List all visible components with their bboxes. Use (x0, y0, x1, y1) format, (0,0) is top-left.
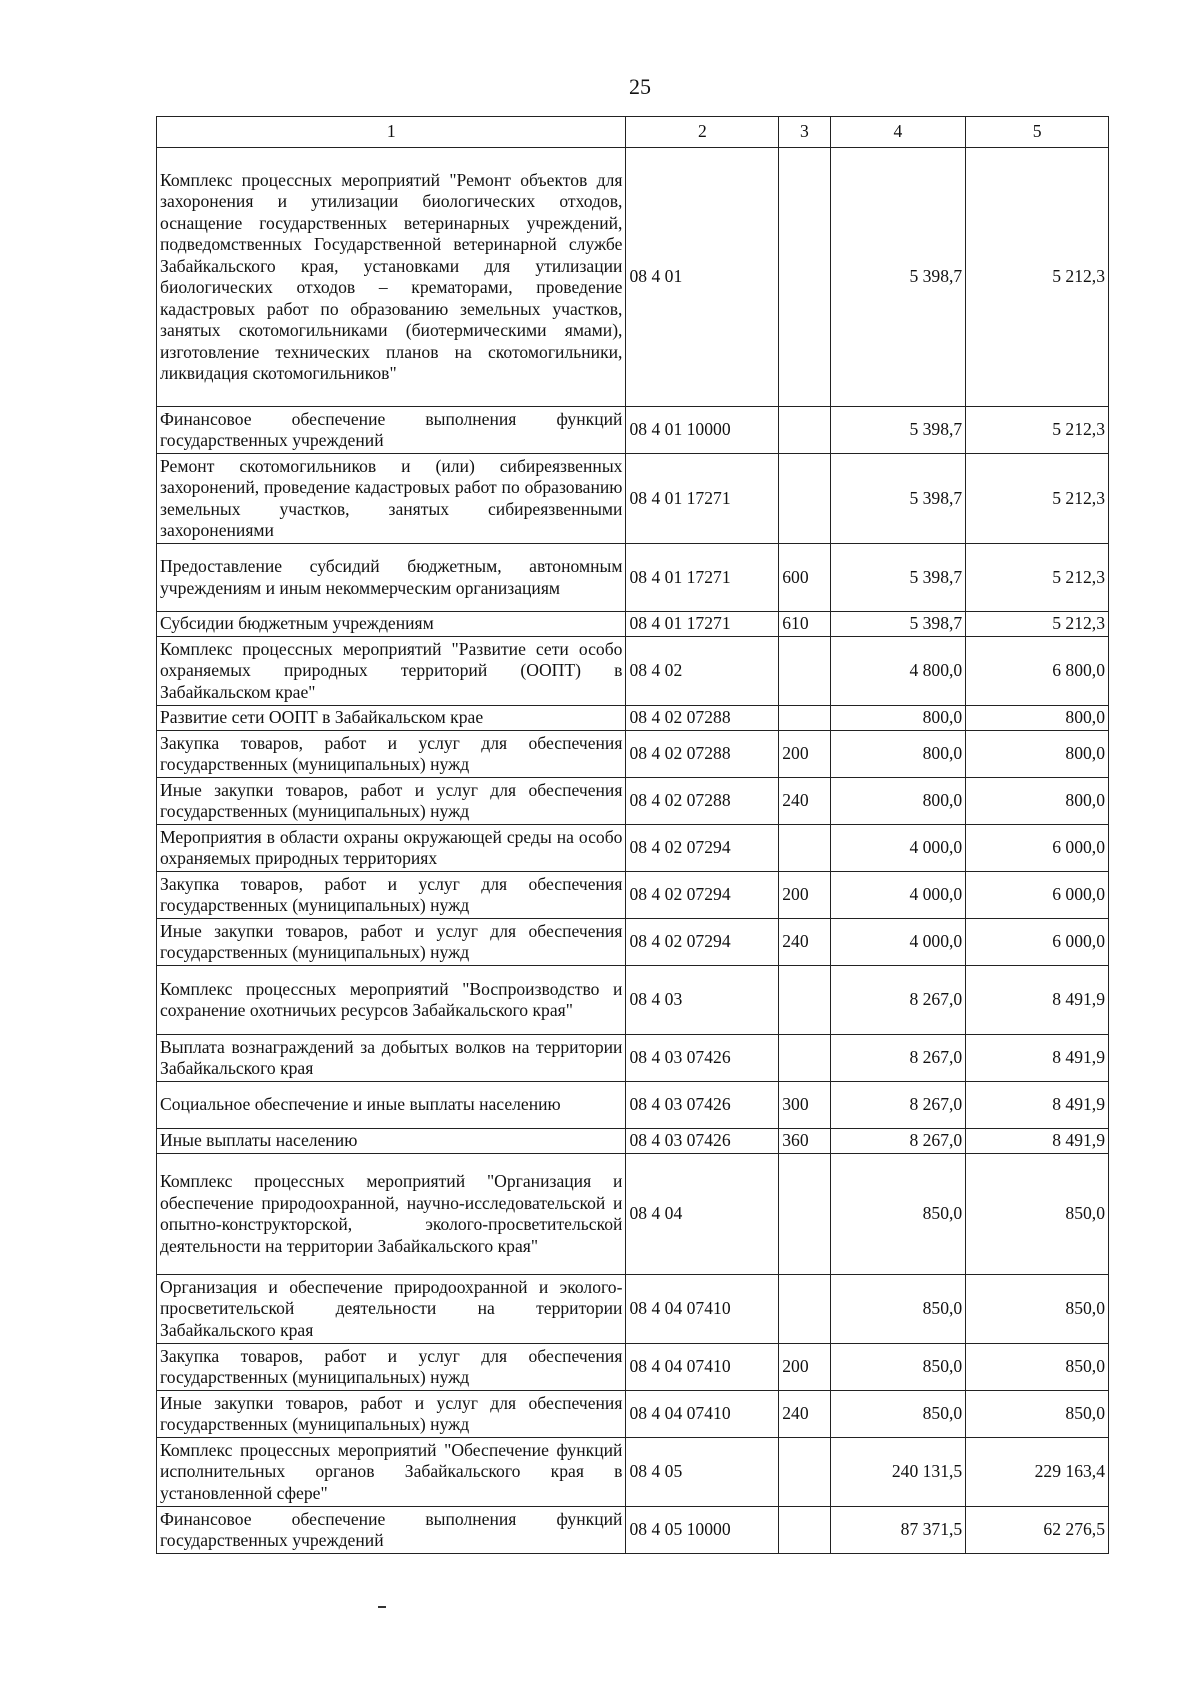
row-code: 08 4 03 (626, 966, 779, 1035)
row-expense-type (779, 1507, 830, 1554)
row-name: Комплекс процессных мероприятий "Организация и обеспечение природоохранной, научно-исследовательской и опытно-конструкторской, эколого-просветительской деятельности на территории Забайкальского края" (157, 1154, 626, 1275)
table-row (157, 966, 1109, 1035)
row-code: 08 4 02 07288 (626, 706, 779, 731)
row-expense-type (779, 1275, 830, 1344)
row-expense-type: 610 (779, 612, 830, 637)
row-code: 08 4 03 07426 (626, 1082, 779, 1129)
row-value-col5: 850,0 (966, 1154, 1109, 1275)
row-value-col5: 229 163,4 (966, 1438, 1109, 1507)
row-value-col4: 8 267,0 (830, 1035, 966, 1082)
row-name: Финансовое обеспечение выполнения функций государственных учреждений (157, 407, 626, 454)
row-code: 08 4 04 (626, 1154, 779, 1275)
row-name: Развитие сети ООПТ в Забайкальском крае (157, 706, 626, 731)
row-value-col5: 62 276,5 (966, 1507, 1109, 1554)
row-code: 08 4 02 07294 (626, 872, 779, 919)
row-value-col4: 4 800,0 (830, 637, 966, 706)
header-col-2: 2 (626, 117, 779, 148)
row-value-col5: 8 491,9 (966, 1035, 1109, 1082)
table-row (157, 1391, 1109, 1438)
row-code: 08 4 01 17271 (626, 544, 779, 612)
table-row (157, 1344, 1109, 1391)
row-name: Закупка товаров, работ и услуг для обеспечения государственных (муниципальных) нужд (157, 1344, 626, 1391)
row-expense-type (779, 148, 830, 407)
table-row (157, 731, 1109, 778)
stray-mark (378, 1606, 386, 1608)
row-value-col5: 850,0 (966, 1391, 1109, 1438)
row-code: 08 4 01 10000 (626, 407, 779, 454)
row-code: 08 4 03 07426 (626, 1129, 779, 1154)
row-value-col5: 5 212,3 (966, 148, 1109, 407)
row-value-col5: 6 000,0 (966, 825, 1109, 872)
row-value-col4: 4 000,0 (830, 872, 966, 919)
row-value-col4: 5 398,7 (830, 612, 966, 637)
row-value-col5: 5 212,3 (966, 544, 1109, 612)
row-expense-type (779, 407, 830, 454)
row-name: Иные выплаты населению (157, 1129, 626, 1154)
row-expense-type (779, 706, 830, 731)
header-col-5: 5 (966, 117, 1109, 148)
row-name: Субсидии бюджетным учреждениям (157, 612, 626, 637)
row-value-col4: 5 398,7 (830, 407, 966, 454)
table-row (157, 1275, 1109, 1344)
table-row (157, 1035, 1109, 1082)
row-expense-type: 360 (779, 1129, 830, 1154)
row-expense-type (779, 1154, 830, 1275)
header-col-3: 3 (779, 117, 830, 148)
row-expense-type: 240 (779, 778, 830, 825)
row-value-col4: 800,0 (830, 778, 966, 825)
row-code: 08 4 02 07288 (626, 778, 779, 825)
budget-table (156, 116, 1109, 1554)
row-name: Закупка товаров, работ и услуг для обеспечения государственных (муниципальных) нужд (157, 872, 626, 919)
row-value-col4: 850,0 (830, 1275, 966, 1344)
row-value-col4: 5 398,7 (830, 544, 966, 612)
row-name: Комплекс процессных мероприятий "Обеспечение функций исполнительных органов Забайкальского края в установленной сфере" (157, 1438, 626, 1507)
row-code: 08 4 03 07426 (626, 1035, 779, 1082)
row-value-col4: 87 371,5 (830, 1507, 966, 1554)
row-expense-type: 240 (779, 919, 830, 966)
row-value-col5: 8 491,9 (966, 1082, 1109, 1129)
row-code: 08 4 04 07410 (626, 1275, 779, 1344)
row-value-col5: 850,0 (966, 1344, 1109, 1391)
row-value-col5: 850,0 (966, 1275, 1109, 1344)
row-code: 08 4 05 10000 (626, 1507, 779, 1554)
row-name: Иные закупки товаров, работ и услуг для обеспечения государственных (муниципальных) нужд (157, 919, 626, 966)
row-expense-type (779, 637, 830, 706)
row-value-col4: 5 398,7 (830, 454, 966, 544)
row-name: Комплекс процессных мероприятий "Ремонт объектов для захоронения и утилизации биологических отходов, оснащение государственных ветеринарных учреждений, подведомственных Государственной ветеринарной службе Забайкальского края, установками для утилизации биологических отходов – крематорами, проведение кадастровых работ по образованию земельных участков, занятых скотомогильниками (биотермическими ямами), изготовление технических планов на скотомогильники, ликвидация скотомогильников" (157, 148, 626, 407)
header-row (157, 117, 1109, 148)
table-row (157, 637, 1109, 706)
row-value-col4: 240 131,5 (830, 1438, 966, 1507)
table-body (157, 148, 1109, 1554)
row-name: Комплекс процессных мероприятий "Воспроизводство и сохранение охотничьих ресурсов Забайкальского края" (157, 966, 626, 1035)
row-value-col5: 800,0 (966, 731, 1109, 778)
row-expense-type: 600 (779, 544, 830, 612)
row-expense-type: 240 (779, 1391, 830, 1438)
table-row (157, 919, 1109, 966)
table-row (157, 612, 1109, 637)
row-expense-type: 200 (779, 872, 830, 919)
table-row (157, 1129, 1109, 1154)
row-name: Финансовое обеспечение выполнения функций государственных учреждений (157, 1507, 626, 1554)
row-name: Закупка товаров, работ и услуг для обеспечения государственных (муниципальных) нужд (157, 731, 626, 778)
table-row (157, 1082, 1109, 1129)
row-expense-type (779, 454, 830, 544)
row-code: 08 4 01 17271 (626, 454, 779, 544)
row-value-col5: 800,0 (966, 778, 1109, 825)
row-value-col5: 5 212,3 (966, 612, 1109, 637)
row-code: 08 4 02 07294 (626, 919, 779, 966)
table-row (157, 825, 1109, 872)
row-expense-type (779, 1438, 830, 1507)
table-row (157, 778, 1109, 825)
row-value-col4: 850,0 (830, 1154, 966, 1275)
row-value-col4: 8 267,0 (830, 1129, 966, 1154)
row-value-col4: 4 000,0 (830, 919, 966, 966)
row-expense-type: 200 (779, 1344, 830, 1391)
table-row (157, 407, 1109, 454)
row-code: 08 4 01 17271 (626, 612, 779, 637)
row-value-col4: 5 398,7 (830, 148, 966, 407)
row-expense-type: 200 (779, 731, 830, 778)
table-row (157, 1507, 1109, 1554)
header-col-1: 1 (157, 117, 626, 148)
row-value-col5: 800,0 (966, 706, 1109, 731)
row-expense-type (779, 825, 830, 872)
header-col-4: 4 (830, 117, 966, 148)
row-name: Ремонт скотомогильников и (или) сибиреязвенных захоронений, проведение кадастровых работ по образованию земельных участков, занятых сибиреязвенными захоронениями (157, 454, 626, 544)
row-name: Социальное обеспечение и иные выплаты населению (157, 1082, 626, 1129)
table-row (157, 706, 1109, 731)
row-code: 08 4 02 07288 (626, 731, 779, 778)
row-value-col4: 850,0 (830, 1391, 966, 1438)
row-value-col5: 5 212,3 (966, 407, 1109, 454)
row-expense-type (779, 966, 830, 1035)
row-value-col4: 850,0 (830, 1344, 966, 1391)
row-code: 08 4 04 07410 (626, 1391, 779, 1438)
row-value-col4: 800,0 (830, 731, 966, 778)
table-row (157, 1154, 1109, 1275)
row-value-col4: 8 267,0 (830, 1082, 966, 1129)
row-value-col5: 6 000,0 (966, 919, 1109, 966)
table-row (157, 148, 1109, 407)
row-code: 08 4 02 (626, 637, 779, 706)
row-name: Предоставление субсидий бюджетным, автономным учреждениям и иным некоммерческим организациям (157, 544, 626, 612)
row-code: 08 4 05 (626, 1438, 779, 1507)
row-value-col4: 800,0 (830, 706, 966, 731)
row-value-col4: 4 000,0 (830, 825, 966, 872)
table-row (157, 544, 1109, 612)
row-value-col5: 6 000,0 (966, 872, 1109, 919)
page-number: 25 (629, 74, 651, 99)
table-row (157, 872, 1109, 919)
row-expense-type: 300 (779, 1082, 830, 1129)
row-value-col5: 8 491,9 (966, 966, 1109, 1035)
row-name: Организация и обеспечение природоохранной и эколого-просветительской деятельности на территории Забайкальского края (157, 1275, 626, 1344)
row-code: 08 4 01 (626, 148, 779, 407)
row-value-col4: 8 267,0 (830, 966, 966, 1035)
row-expense-type (779, 1035, 830, 1082)
table-row (157, 1438, 1109, 1507)
row-value-col5: 5 212,3 (966, 454, 1109, 544)
row-value-col5: 8 491,9 (966, 1129, 1109, 1154)
table-row (157, 454, 1109, 544)
row-name: Выплата вознаграждений за добытых волков на территории Забайкальского края (157, 1035, 626, 1082)
row-name: Иные закупки товаров, работ и услуг для обеспечения государственных (муниципальных) нужд (157, 1391, 626, 1438)
row-code: 08 4 04 07410 (626, 1344, 779, 1391)
row-name: Комплекс процессных мероприятий "Развитие сети особо охраняемых природных территорий (ООПТ) в Забайкальском крае" (157, 637, 626, 706)
row-name: Мероприятия в области охраны окружающей среды на особо охраняемых природных территориях (157, 825, 626, 872)
row-value-col5: 6 800,0 (966, 637, 1109, 706)
row-name: Иные закупки товаров, работ и услуг для обеспечения государственных (муниципальных) нужд (157, 778, 626, 825)
row-code: 08 4 02 07294 (626, 825, 779, 872)
